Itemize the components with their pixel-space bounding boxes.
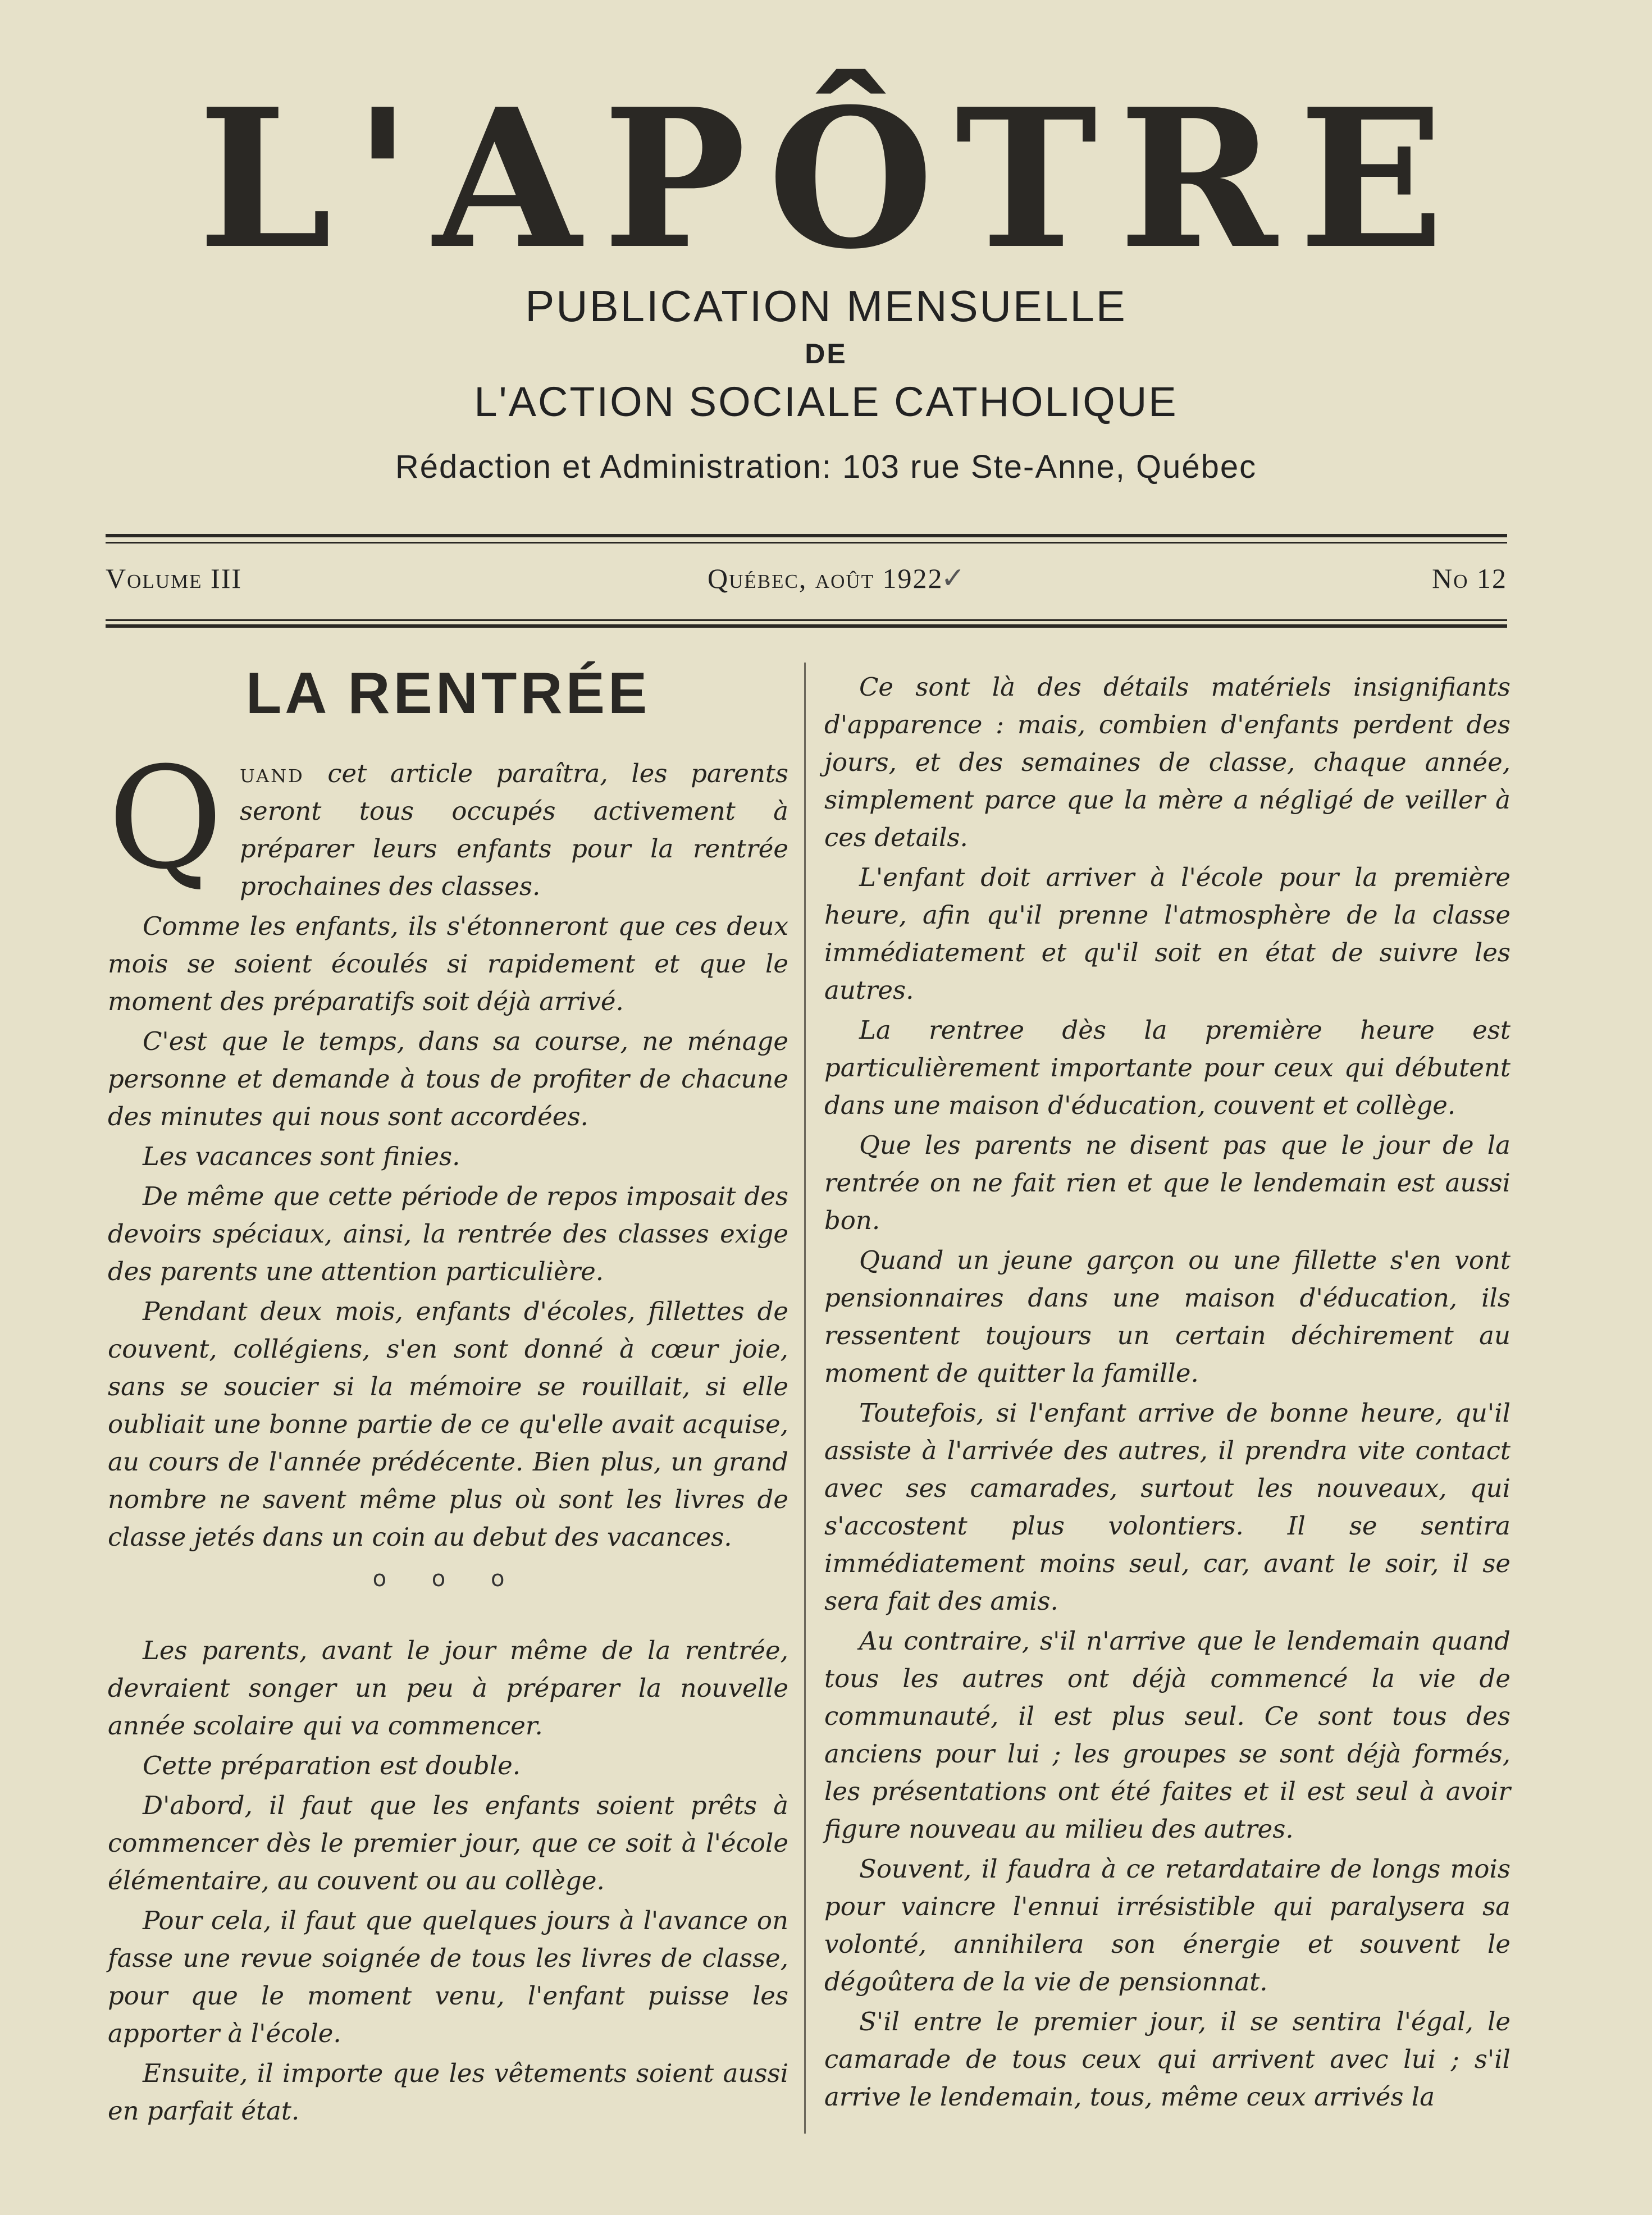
paragraph: Ce sont là des détails matériels insignifiants d'apparence : mais, combien d'enfants perdent des jours, et des semaines de classe, chaque année, simplement parce que la mère a négligé de veiller à ces details. [824,672,1510,852]
paragraph: Ensuite, il importe que les vêtements soient aussi en parfait état. [108,2058,788,2126]
paragraph: Les parents, avant le jour même de la rentrée, devraient songer un peu à préparer la nouvelle année scolaire qui va commencer. [108,1636,788,1741]
article-lead-paragraph [108,737,788,905]
paragraph: L'enfant doit arriver à l'école pour la première heure, afin qu'il prenne l'atmosphère de la classe immédiatement et qu'il soit en état de suivre les autres. [824,862,1510,1005]
top-rule-thin [106,542,1507,544]
paragraph: La rentree dès la première heure est particulièrement importante pour ceux qui débutent dans une maison d'éducation, couvent et collège. [824,1015,1510,1120]
check-mark-icon: ✓ [941,563,967,595]
lead-smallcaps: uand [239,759,304,788]
paragraph: Toutefois, si l'enfant arrive de bonne heure, qu'il assiste à l'arrivée des autres, il prendra vite contact avec ses camarades, surtout les nouveaux, qui s'accostent plus volontiers. Il se sentira immédiatement moins seul, car, avant le soir, il se sera fait des amis. [824,1398,1510,1616]
masthead-address: Rédaction et Administration: 103 rue Ste-Anne, Québec [395,449,1257,485]
masthead-subtitle-de: DE [805,338,847,369]
paragraph: Souvent, il faudra à ce retardataire de longs mois pour vaincre l'ennui irrésistible qui paralysera sa volonté, annihilera son énergie et souvent le dégoûtera de la vie de pensionnat. [824,1854,1510,1997]
paragraph: Que les parents ne disent pas que le jour de la rentrée on ne fait rien et que le lendemain est aussi bon. [824,1130,1510,1235]
paragraph: Au contraire, s'il n'arrive que le lendemain quand tous les autres ont déjà commencé la vie de communauté, il est plus seul. Ce sont tous des anciens pour lui ; les groupes se sont déjà formés, les présentations ont été faites et il est seul à avoir figure nouveau au milieu des autres. [824,1626,1510,1844]
bottom-rule-thick [106,624,1507,628]
article-right-column [824,668,1510,2118]
paragraph: Quand un jeune garçon ou une fillette s'en vont pensionnaires dans une maison d'éducation, ils ressentent toujours un certain déchirement au moment de quitter la famille. [824,1245,1510,1388]
issue-date: Québec, août 1922✓ [707,563,967,595]
drop-cap: Q [108,737,223,900]
paragraph: Les vacances sont finies. [143,1141,460,1171]
masthead-publisher: L'ACTION SOCIALE CATHOLIQUE [474,378,1178,425]
bottom-rule-thin [106,619,1507,621]
masthead [0,67,1652,486]
section-separator: o o o [372,1566,524,1592]
volume-label: Volume III [106,563,242,594]
paragraph: C'est que le temps, dans sa course, ne ménage personne et demande à tous de profiter de chacune des minutes qui nous sont accordées. [108,1026,788,1131]
paragraph: Pendant deux mois, enfants d'écoles, fillettes de couvent, collégiens, s'en sont donné à cœur joie, sans se soucier si la mémoire se rouillait, si elle oubliait une bonne partie de ce qu'elle avait acquise, au cours de l'année prédécente. Bien plus, un grand nombre ne savent même plus où sont les livres de classe jetés dans un coin au debut des vacances. [108,1296,788,1552]
masthead-title: L'APÔTRE [198,67,1466,291]
top-rule-thick [106,534,1507,537]
paragraph: De même que cette période de repos imposait des devoirs spéciaux, ainsi, la rentrée des classes exige des parents une attention particulière. [108,1181,788,1286]
paragraph: Pour cela, il faut que quelques jours à l'avance on fasse une revue soignée de tous les livres de classe, pour que le moment venu, l'enfant puisse les apporter à l'école. [108,1906,788,2048]
lead-text: cet article paraîtra, les parents seront tous occupés activement à préparer leurs enfants pour la rentrée prochaines des classes. [239,759,788,901]
paragraph: S'il entre le premier jour, il se sentira l'égal, le camarade de tous ceux qui arrivent avec lui ; s'il arrive le lendemain, tous, même ceux arrivés la [824,2007,1510,2112]
paragraph: Cette préparation est double. [143,1751,521,1780]
paragraph: D'abord, il faut que les enfants soient prêts à commencer dès le premier jour, que ce soit à l'école élémentaire, au couvent ou au collège. [108,1791,788,1896]
paragraph: Comme les enfants, ils s'étonneront que ces deux mois se soient écoulés si rapidement et que le moment des préparatifs soit déjà arrivé. [108,911,788,1016]
issue-info-bar [106,561,1507,595]
issue-number: No 12 [1432,563,1507,594]
column-divider [804,663,806,2134]
article-left-column [108,657,788,2132]
article-title: LA RENTRÉE [245,661,651,726]
masthead-subtitle: PUBLICATION MENSUELLE [525,281,1127,331]
